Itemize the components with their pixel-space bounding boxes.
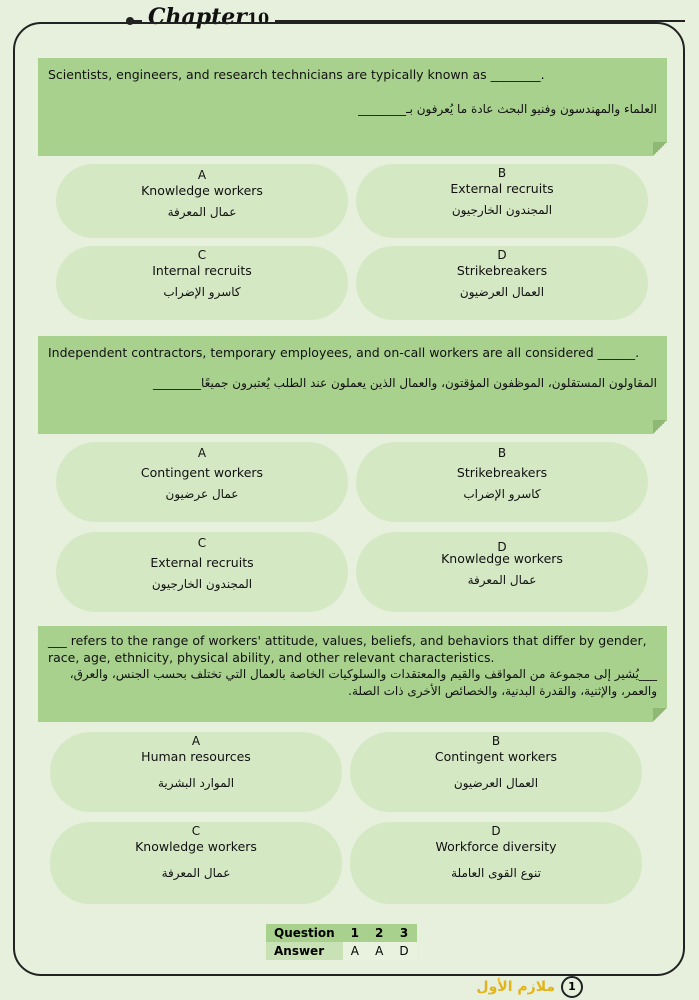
option-text-ar: المجندون الخارجيون [451,203,553,217]
chapter-number: 10 [246,9,270,28]
answer-value: A [367,942,391,960]
page-fold-corner [653,708,667,722]
option-letter: B [491,734,501,748]
question-1-box [38,58,667,156]
answer-value: A [343,942,367,960]
question-number: 3 [391,924,416,942]
question-2-text-en: Independent contractors, temporary employees, and on-call workers are all considered ______. [48,345,640,360]
question-2-option-d[interactable] [356,532,648,612]
question-label: Question [266,924,343,942]
option-text-ar: الموارد البشرية [157,776,235,790]
question-2-option-a[interactable] [56,442,348,522]
question-1-text-ar: العلماء والمهندسون وفنيو البحث عادة ما يُعرفون بـ________ [358,102,657,116]
option-text-en: Contingent workers [140,465,264,480]
question-2-option-c[interactable] [56,532,348,612]
option-text-en: Human resources [141,749,251,764]
question-3-option-d[interactable] [350,822,642,904]
option-text-en: External recruits [150,555,254,570]
page-fold-corner [653,142,667,156]
question-1-option-b[interactable] [356,164,648,238]
question-3-option-b[interactable] [350,732,642,812]
question-1-text-en: Scientists, engineers, and research technicians are typically known as ________. [48,67,545,82]
option-text-ar: كاسرو الإضراب [463,487,541,501]
option-text-en: Internal recruits [152,263,252,278]
question-1-option-a[interactable] [56,164,348,238]
answer-key-table [266,924,417,960]
option-text-ar: العمال العرضيون [459,285,545,299]
footer-logo [470,976,589,998]
answer-key-answer-row [266,942,417,960]
option-text-ar: تنوع القوى العاملة [451,866,541,880]
page-fold-corner [653,420,667,434]
option-letter: D [497,540,507,554]
option-letter: A [197,168,207,182]
question-3-option-a[interactable] [50,732,342,812]
answer-label: Answer [266,942,343,960]
option-text-en: Contingent workers [434,749,558,764]
chapter-word: Chapter [148,4,247,30]
question-2-text-ar: المقاولون المستقلون، الموظفون المؤقتون، والعمال الذين يعملون عند الطلب يُعتبرون جميعًا________ [153,376,657,390]
option-letter: A [191,734,201,748]
option-text-en: Strikebreakers [456,465,548,480]
option-letter: D [497,248,507,262]
question-1-option-c[interactable] [56,246,348,320]
question-3-text-ar: ___يُشير إلى مجموعة من المواقف والقيم والمعتقدات والسلوكيات الخاصة بالعمال التي تختلف بحسب الجنس، والعرق، والعمر، والإثنية، والقدرة البدنية، والخصائص الأخرى ذات الصلة. [69,667,657,698]
question-2-option-b[interactable] [356,442,648,522]
question-2-box [38,336,667,434]
question-3-box [38,626,667,722]
answer-value: D [391,942,416,960]
option-text-en: Strikebreakers [456,263,548,278]
question-number: 2 [367,924,391,942]
option-letter: C [191,824,201,838]
option-letter: C [197,536,207,550]
option-text-en: Knowledge workers [441,551,563,566]
option-text-en: External recruits [450,181,554,196]
option-letter: D [491,824,501,838]
option-letter: B [497,166,507,180]
question-number: 1 [343,924,367,942]
option-letter: C [197,248,207,262]
option-text-ar: عمال المعرفة [161,866,231,880]
question-3-option-c[interactable] [50,822,342,904]
answer-key-header-row [266,924,417,942]
logo-text: ملازم الأول [476,979,555,995]
option-text-ar: عمال المعرفة [167,205,237,219]
option-text-en: Knowledge workers [141,183,263,198]
option-text-en: Workforce diversity [435,839,557,854]
option-letter: A [197,446,207,460]
option-text-ar: عمال عرضيون [165,487,239,501]
question-1-option-d[interactable] [356,246,648,320]
option-text-ar: عمال المعرفة [467,573,537,587]
option-text-ar: المجندون الخارجيون [151,577,253,591]
option-text-ar: كاسرو الإضراب [163,285,241,299]
option-text-en: Knowledge workers [135,839,257,854]
option-letter: B [497,446,507,460]
logo-number-badge: 1 [561,976,583,998]
option-text-ar: العمال العرضيون [453,776,539,790]
question-3-text-en: ___ refers to the range of workers' attitude, values, beliefs, and behaviors that differ by gender, race, age, ethnicity, physical ability, and other relevant characteristics. [48,633,647,665]
